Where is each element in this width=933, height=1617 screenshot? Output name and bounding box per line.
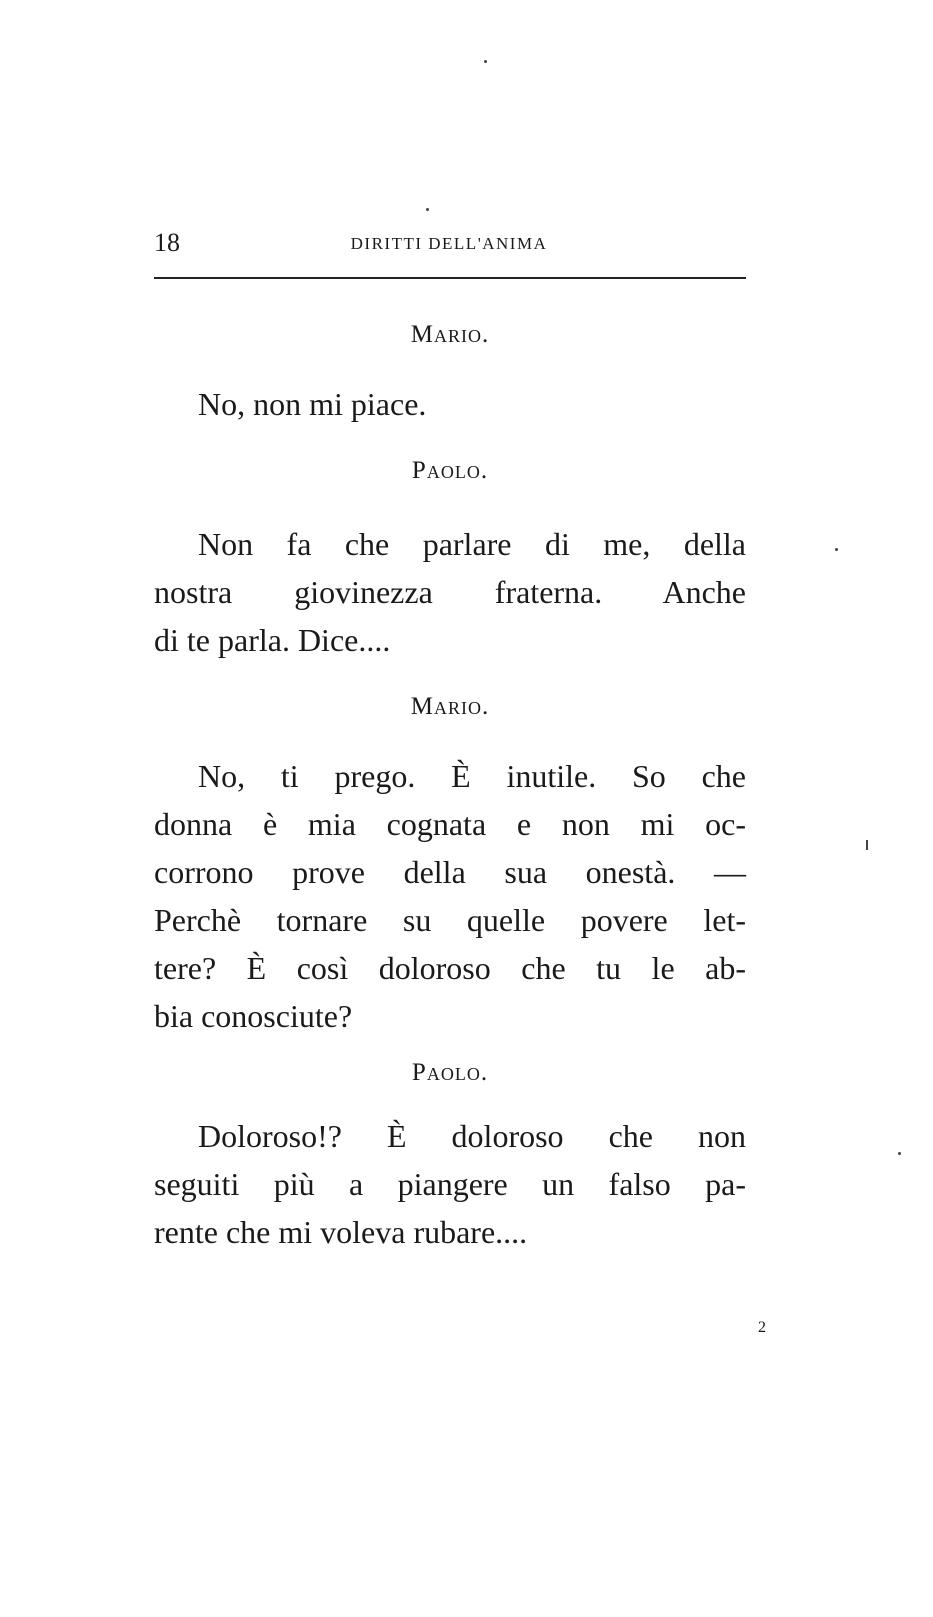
speech-block bbox=[154, 752, 746, 1040]
speech-line: bia conosciute? bbox=[154, 998, 353, 1034]
scan-speck bbox=[835, 548, 838, 551]
speaker-name: Mario. bbox=[410, 321, 490, 348]
scan-speck bbox=[866, 840, 868, 850]
speaker-name: Mario. bbox=[410, 693, 490, 720]
speaker-name: Paolo. bbox=[411, 1059, 489, 1086]
speech-line: di te parla. Dice.... bbox=[154, 622, 391, 658]
speaker-name: Paolo. bbox=[411, 457, 489, 484]
speech-line: tere? È così doloroso che tu le ab- bbox=[154, 950, 746, 986]
scan-speck bbox=[898, 1152, 901, 1155]
signature-mark: 2 bbox=[758, 1319, 766, 1336]
page-number: 18 bbox=[154, 228, 180, 257]
scan-speck bbox=[426, 208, 429, 211]
speech-line: No, non mi piace. bbox=[198, 386, 427, 422]
speech-block bbox=[154, 380, 746, 428]
speech-block bbox=[154, 1112, 746, 1256]
header-rule bbox=[154, 277, 746, 279]
speech-block bbox=[154, 520, 746, 664]
scan-speck bbox=[484, 60, 487, 63]
speech-line: Perchè tornare su quelle povere let- bbox=[154, 902, 746, 938]
speech-line: nostra giovinezza fraterna. Anche bbox=[154, 574, 746, 610]
page-header bbox=[154, 228, 744, 258]
speech-line: donna è mia cognata e non mi oc- bbox=[154, 806, 746, 842]
speech-line: Doloroso!? È doloroso che non bbox=[198, 1118, 746, 1154]
speech-line: seguiti più a piangere un falso pa- bbox=[154, 1166, 746, 1202]
running-title: DIRITTI DELL'ANIMA bbox=[350, 234, 548, 253]
speech-line: corrono prove della sua onestà. — bbox=[154, 854, 746, 890]
speech-line: rente che mi voleva rubare.... bbox=[154, 1214, 528, 1250]
speech-line: Non fa che parlare di me, della bbox=[198, 526, 746, 562]
speech-line: No, ti prego. È inutile. So che bbox=[198, 758, 746, 794]
